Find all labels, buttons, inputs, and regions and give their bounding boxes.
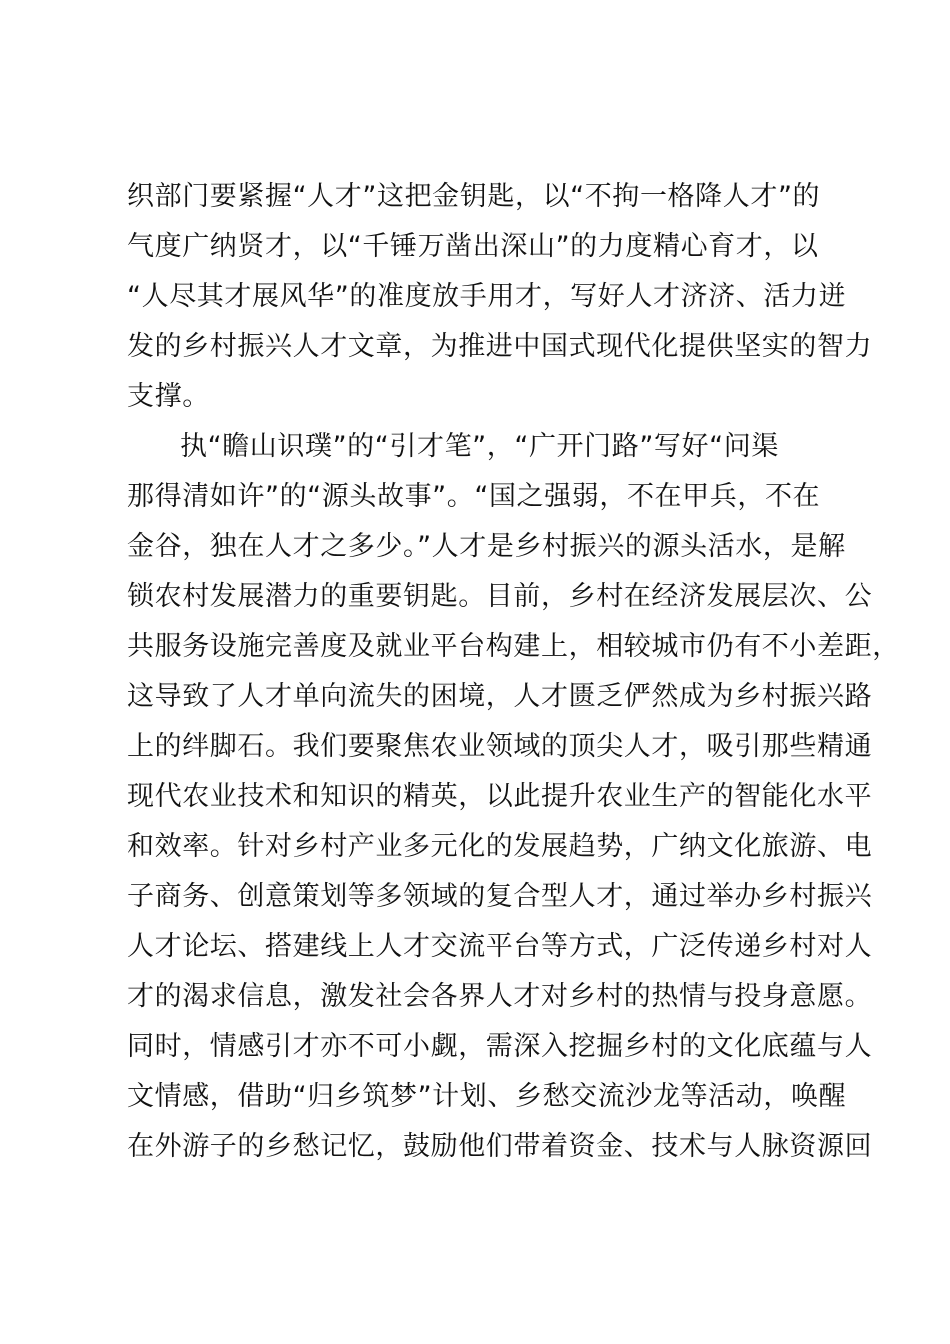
text-line: 这导致了人才单向流失的困境，人才匮乏俨然成为乡村振兴路 xyxy=(127,681,873,712)
text-line: 锁农村发展潜力的重要钥匙。目前，乡村在经济发展层次、公 xyxy=(127,581,873,612)
text-line: 人才论坛、搭建线上人才交流平台等方式，广泛传递乡村对人 xyxy=(127,931,873,962)
text-line: 织部门要紧握“人才”这把金钥匙，以“不拘一格降人才”的 xyxy=(127,181,821,212)
text-line: 在外游子的乡愁记忆，鼓励他们带着资金、技术与人脉资源回 xyxy=(127,1131,873,1162)
text-line: 现代农业技术和知识的精英，以此提升农业生产的智能化水平 xyxy=(127,781,873,812)
text-line: 才的渴求信息，激发社会各界人才对乡村的热情与投身意愿。 xyxy=(127,981,873,1012)
paragraph-start-line: 执“瞻山识璞”的“引才笔”，“广开门路”写好“问渠 xyxy=(180,431,779,462)
text-line: 共服务设施完善度及就业平台构建上，相较城市仍有不小差距， xyxy=(127,631,900,662)
text-line: 同时，情感引才亦不可小觑，需深入挖掘乡村的文化底蕴与人 xyxy=(127,1031,873,1062)
text-line: 发的乡村振兴人才文章，为推进中国式现代化提供坚实的智力 xyxy=(127,331,873,362)
text-line: “人尽其才展风华”的准度放手用才，写好人才济济、活力迸 xyxy=(127,281,847,312)
text-line: 支撑。 xyxy=(127,381,210,412)
text-line: 金谷，独在人才之多少。”人才是乡村振兴的源头活水，是解 xyxy=(127,531,846,562)
text-line: 子商务、创意策划等多领域的复合型人才，通过举办乡村振兴 xyxy=(127,881,873,912)
text-line: 那得清如许”的“源头故事”。“国之强弱，不在甲兵，不在 xyxy=(127,481,821,512)
text-line: 文情感，借助“归乡筑梦”计划、乡愁交流沙龙等活动，唤醒 xyxy=(127,1081,847,1112)
text-line: 和效率。针对乡村产业多元化的发展趋势，广纳文化旅游、电 xyxy=(127,831,873,862)
text-line: 气度广纳贤才，以“千锤万凿出深山”的力度精心育才，以 xyxy=(127,231,819,262)
text-line: 上的绊脚石。我们要聚焦农业领域的顶尖人才，吸引那些精通 xyxy=(127,731,873,762)
